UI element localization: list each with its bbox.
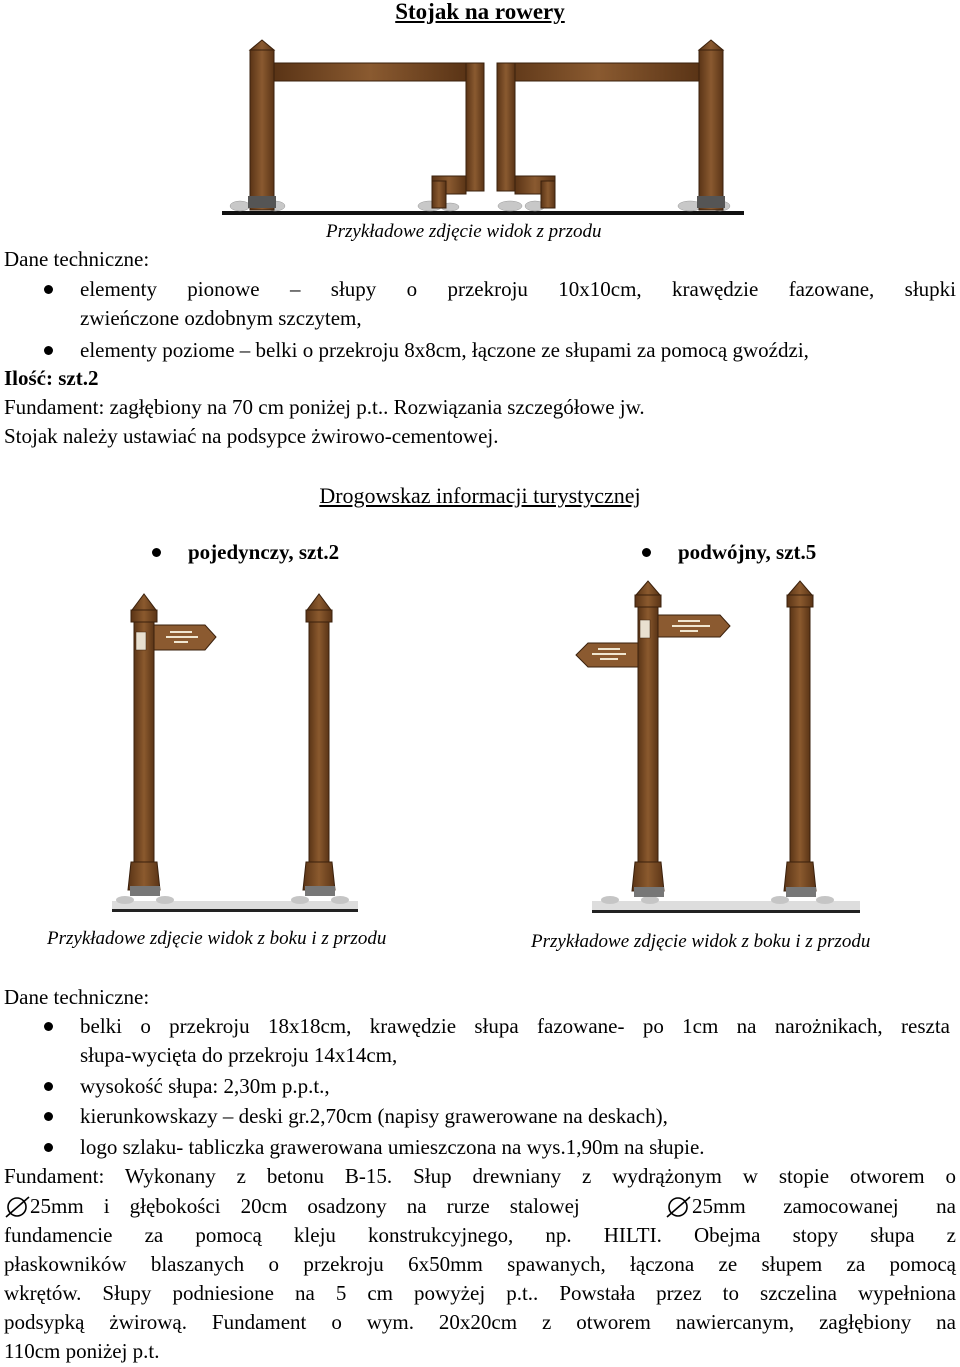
bike-rack-caption: Przykładowe zdjęcie widok z przodu xyxy=(326,221,602,242)
foundation-line-7: 110cm poniżej p.t. xyxy=(4,1339,160,1363)
foundation-line-2a: 25mm i głębokości 20cm osadzony na rurze stalowej xyxy=(30,1194,580,1218)
signpost-single-label: pojedynczy, szt.2 xyxy=(188,540,340,564)
bullet-icon xyxy=(44,1022,53,1031)
foundation-line-4: płaskowników blaszanych o przekroju 6x50mm spawanych, łączona ze słupem za pomocą xyxy=(4,1252,956,1276)
foundation-line-2b: 25mm zamocowanej na xyxy=(692,1194,956,1218)
signpost-bullet-4: logo szlaku- tabliczka grawerowana umieszczona na wys.1,90m na słupie. xyxy=(80,1135,705,1159)
bike-rack-drawing xyxy=(0,0,960,220)
double-signpost-drawing xyxy=(480,575,960,920)
bullet-icon xyxy=(642,548,651,557)
diameter-icon xyxy=(4,1196,32,1218)
single-signpost-caption: Przykładowe zdjęcie widok z boku i z przodu xyxy=(47,928,387,949)
foundation-line-6: podsypką żwirową. Fundament o wym. 20x20cm z otworem nawiercanym, zagłębiony na xyxy=(4,1310,956,1334)
single-signpost-drawing xyxy=(0,580,480,920)
bike-rack-note: Stojak należy ustawiać na podsypce żwirowo-cementowej. xyxy=(4,424,499,448)
signpost-bullet-3: kierunkowskazy – deski gr.2,70cm (napisy grawerowane na deskach), xyxy=(80,1104,668,1128)
foundation-line-3: fundamencie za pomocą kleju konstrukcyjnego, np. HILTI. Obejma stopy słupa z xyxy=(4,1223,956,1247)
bike-rack-foundation: Fundament: zagłębiony na 70 cm poniżej p.t.. Rozwiązania szczegółowe jw. xyxy=(4,395,645,419)
signpost-bullet-1-line1: belki o przekroju 18x18cm, krawędzie słupa fazowane- po 1cm na narożnikach, reszta xyxy=(80,1014,950,1038)
signpost-title: Drogowskaz informacji turystycznej xyxy=(319,483,641,508)
foundation-line-5: wkrętów. Słupy podniesione na 5 cm powyżej p.t.. Powstała przez to szczelina wypełniona xyxy=(4,1281,956,1305)
bullet-icon xyxy=(44,1082,53,1091)
foundation-line-1: Fundament: Wykonany z betonu B-15. Słup drewniany z wydrążonym w stopie otworem o xyxy=(4,1164,956,1188)
double-signpost-caption: Przykładowe zdjęcie widok z boku i z przodu xyxy=(531,931,871,952)
bullet-icon xyxy=(44,346,53,355)
bike-rack-quantity: Ilość: szt.2 xyxy=(4,366,99,390)
bike-rack-tech-header: Dane techniczne: xyxy=(4,247,150,271)
page-title: Stojak na rowery xyxy=(395,0,565,24)
signpost-tech-header: Dane techniczne: xyxy=(4,985,150,1009)
signpost-double-label: podwójny, szt.5 xyxy=(678,540,817,564)
bike-rack-bullet-2: elementy poziome – belki o przekroju 8x8cm, łączone ze słupami za pomocą gwoździ, xyxy=(80,338,809,362)
signpost-bullet-1-line2: słupa-wycięta do przekroju 14x14cm, xyxy=(80,1043,398,1067)
bullet-icon xyxy=(44,1143,53,1152)
signpost-bullet-2: wysokość słupa: 2,30m p.p.t., xyxy=(80,1074,330,1098)
diameter-icon xyxy=(665,1196,693,1218)
bike-rack-bullet-1-line2: zwieńczone ozdobnym szczytem, xyxy=(80,306,362,330)
bullet-icon xyxy=(44,1112,53,1121)
bike-rack-bullet-1-line1: elementy pionowe – słupy o przekroju 10x10cm, krawędzie fazowane, słupki xyxy=(80,277,956,301)
bullet-icon xyxy=(152,548,161,557)
bullet-icon xyxy=(44,285,53,294)
